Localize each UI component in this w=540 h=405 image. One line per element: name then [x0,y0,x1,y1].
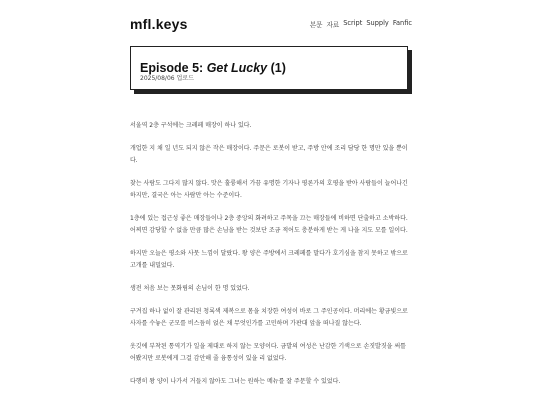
story-body [130,120,410,399]
site-title[interactable]: mfl.keys [130,16,188,32]
main-nav [310,19,412,29]
episode-title-card [130,46,408,90]
paragraph: 하지만 오늘은 평소와 사뭇 느낌이 달랐다. 왕 양은 주방에서 크레페를 말다가 호기심을 참지 못하고 밖으로 고개를 내밀었다. [130,250,408,269]
episode-title-italic: Get Lucky [206,61,268,76]
paragraph: 개업한 지 채 일 년도 되지 않은 작은 매장이다. 주문은 로봇이 받고, 주방 안에 조리 담당 한 명만 있을 뿐이다. [130,145,408,164]
nav-item-fanfic[interactable]: Fanfic [392,19,412,27]
nav-item-script[interactable]: Script [343,19,363,27]
paragraph: 다행히 왕 양이 나가서 거들지 않아도 그녀는 원하는 메뉴를 잘 주문할 수 있었다. [130,378,341,385]
paragraph: 찾는 사람도 그다지 많지 않다. 맛은 훌륭해서 가끔 유명한 기자나 평론가의 호평을 받아 사람들이 늘어나긴 하지만, 결국은 아는 사람만 아는 수준이다. [130,180,408,199]
paragraph: 서울역 2층 구석에는 크레페 매장이 하나 있다. [130,122,252,129]
upload-date: 2025/08/06 업로드 [140,75,194,82]
nav-item-materials[interactable]: 자료 [326,21,340,29]
nav-item-supply[interactable]: Supply [366,19,389,27]
paragraph: 옷깃에 부착된 통역기가 일을 제대로 하지 않는 모양이다. 금발의 여성은 난감한 기색으로 손짓발짓을 써틀어봤지만 로봇에게 그걸 감안해 줄 융통성이 있을 리 없었다. [130,343,406,362]
paragraph: 생전 처음 보는 못화림의 손님이 한 명 있었다. [130,285,250,292]
nav-item-main-text[interactable]: 본문 [309,21,323,29]
paragraph: 1층에 있는 접근성 좋은 매장들이나 2층 중앙의 화려하고 주목을 끄는 매장들에 비하면 단출하고 소박하다. 어찌면 감당할 수 없을 만큼 많은 손님을 받는 것보단 조금 적어도 충분하게 받는 게 나을 지도 모를 일이다. [130,215,408,234]
episode-title-prefix: Episode 5: [140,61,207,76]
episode-title-suffix: (1) [267,61,286,76]
site-header [130,12,412,36]
paragraph: 구겨집 하나 없이 잘 관리된 청록색 제복으로 몸을 치장한 여성이 바로 그 주인공이다. 머리에는 황금빛으로 사자를 수놓은 군모를 비스듬히 얹은 채 무엇인가를 고민하며 가판대 앞을 떠나질 않는다. [130,308,408,327]
